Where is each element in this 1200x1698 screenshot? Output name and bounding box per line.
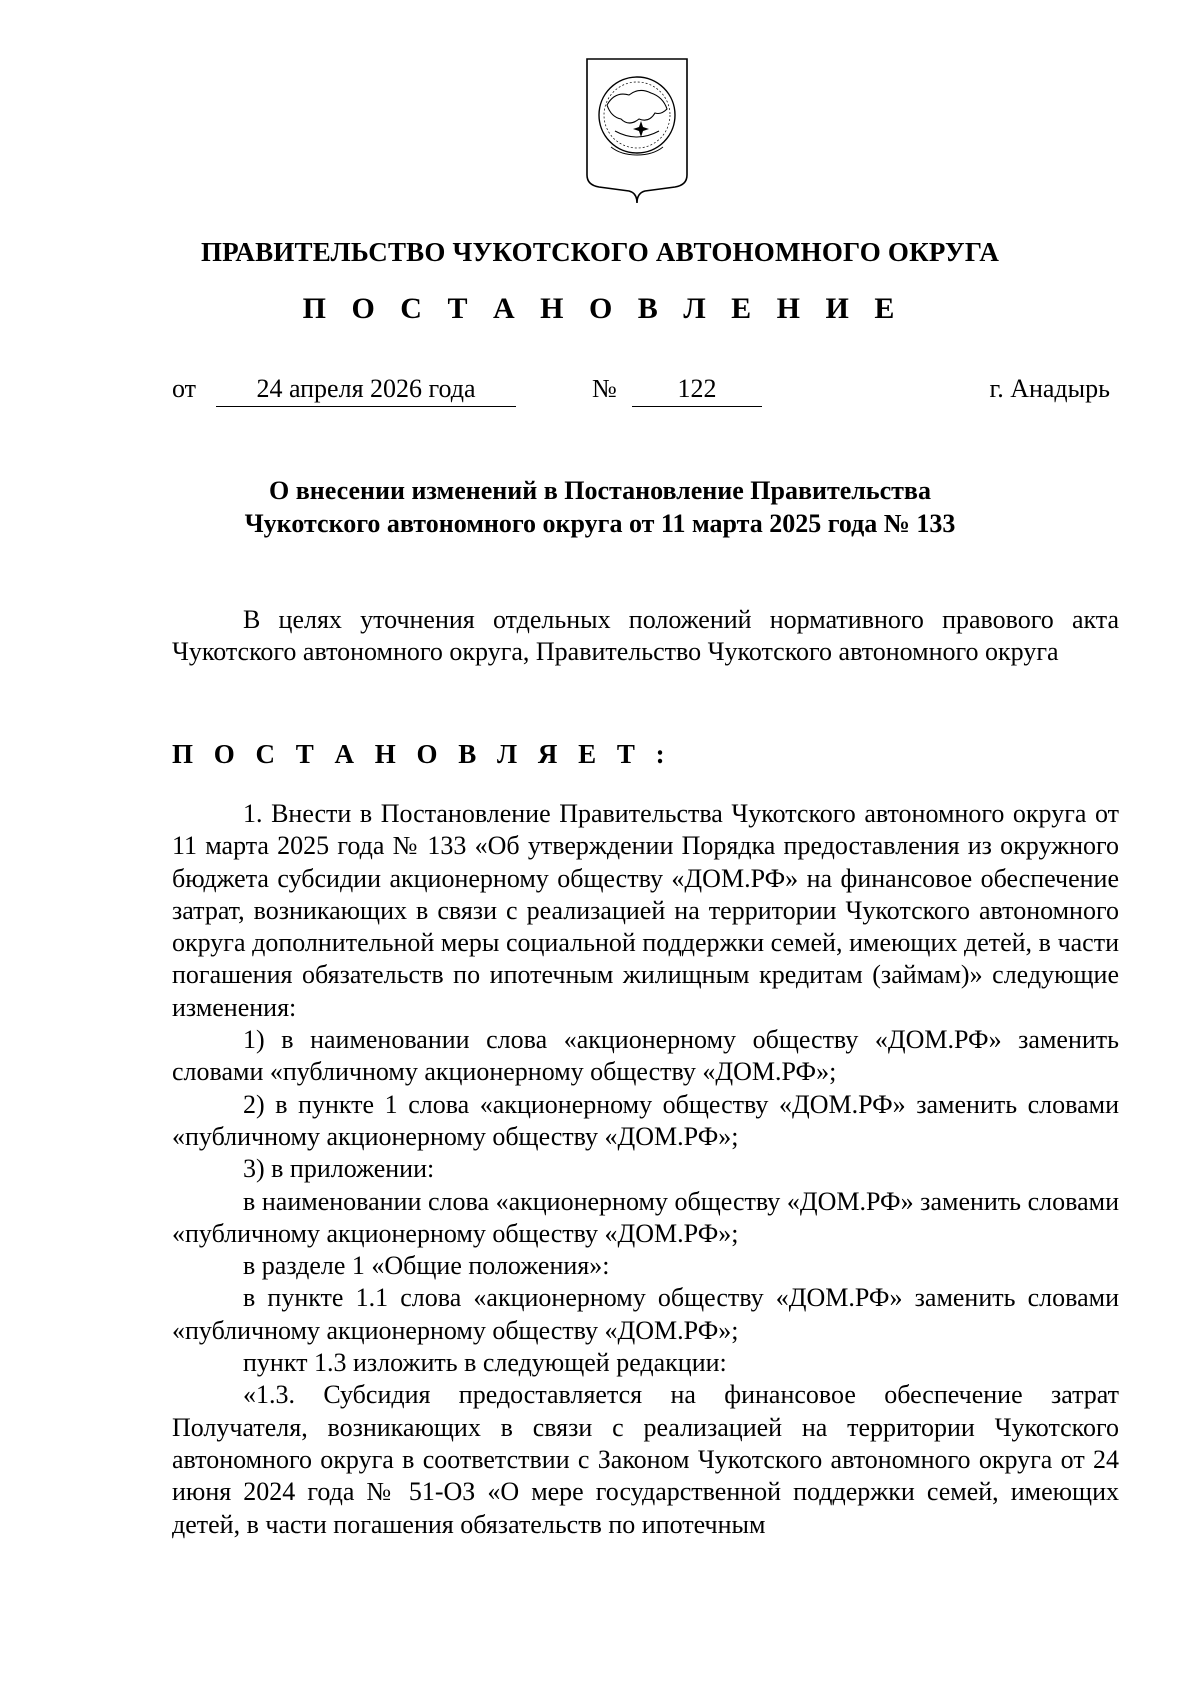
body-paragraph: 1) в наименовании слова «акционерному обществу «ДОМ.РФ» заменить словами «публичному акционерному обществу «ДОМ.РФ»; bbox=[172, 1025, 1119, 1087]
body-paragraph: 3) в приложении: bbox=[243, 1154, 435, 1184]
body-paragraph: пункт 1.3 изложить в следующей редакции: bbox=[243, 1348, 727, 1378]
document-number: 122 bbox=[632, 374, 762, 407]
decree-heading: П О С Т А Н О В Л Я Е Т : bbox=[172, 739, 672, 769]
coat-of-arms-icon bbox=[585, 57, 689, 205]
subject-line-2: Чукотского автономного округа от 11 марта 2025 года № 133 bbox=[244, 509, 956, 538]
document-date: 24 апреля 2026 года bbox=[216, 374, 516, 407]
document-type-heading: П О С Т А Н О В Л Е Н И Е bbox=[302, 292, 904, 325]
subject-line-1: О внесении изменений в Постановление Правительства bbox=[269, 476, 931, 505]
body-paragraph: «1.3. Субсидия предоставляется на финансовое обеспечение затрат Получателя, возникающих в связи с реализацией на территории Чукотского автономного округа в соответствии с Законом Чукотского автономного округа от 24 июня 2024 года № 51-ОЗ «О мере государственной поддержки семей, имеющих детей, в части погашения обязательств по ипотечным bbox=[172, 1380, 1119, 1539]
number-sign-label: № bbox=[592, 374, 617, 403]
body-paragraph: 2) в пункте 1 слова «акционерному обществу «ДОМ.РФ» заменить словами «публичному акционерному обществу «ДОМ.РФ»; bbox=[172, 1089, 1119, 1151]
document-meta-line bbox=[172, 374, 1110, 410]
document-city: г. Анадырь bbox=[989, 374, 1110, 403]
main-body bbox=[172, 798, 1119, 1541]
preamble-paragraph: В целях уточнения отдельных положений нормативного правового акта Чукотского автономного округа, Правительство Чукотского автономного округа bbox=[172, 605, 1119, 667]
organization-title: ПРАВИТЕЛЬСТВО ЧУКОТСКОГО АВТОНОМНОГО ОКРУГА bbox=[200, 237, 1000, 267]
body-paragraph: в разделе 1 «Общие положения»: bbox=[243, 1251, 610, 1281]
date-prefix-label: от bbox=[172, 374, 197, 403]
body-paragraph: 1. Внести в Постановление Правительства Чукотского автономного округа от 11 марта 2025 года № 133 «Об утверждении Порядка предоставления из окружного бюджета субсидии акционерному обществу «ДОМ.РФ» на финансовое обеспечение затрат, возникающих в связи с реализацией на территории Чукотского автономного округа дополнительной меры социальной поддержки семей, имеющих детей, в части погашения обязательств по ипотечным жилищным кредитам (займам)» следующие изменения: bbox=[172, 799, 1119, 1022]
body-paragraph: в наименовании слова «акционерному обществу «ДОМ.РФ» заменить словами «публичному акционерному обществу «ДОМ.РФ»; bbox=[172, 1186, 1119, 1248]
document-subject bbox=[120, 474, 1080, 540]
preamble-block bbox=[172, 604, 1119, 669]
body-paragraph: в пункте 1.1 слова «акционерному обществу «ДОМ.РФ» заменить словами «публичному акционерному обществу «ДОМ.РФ»; bbox=[172, 1283, 1119, 1345]
